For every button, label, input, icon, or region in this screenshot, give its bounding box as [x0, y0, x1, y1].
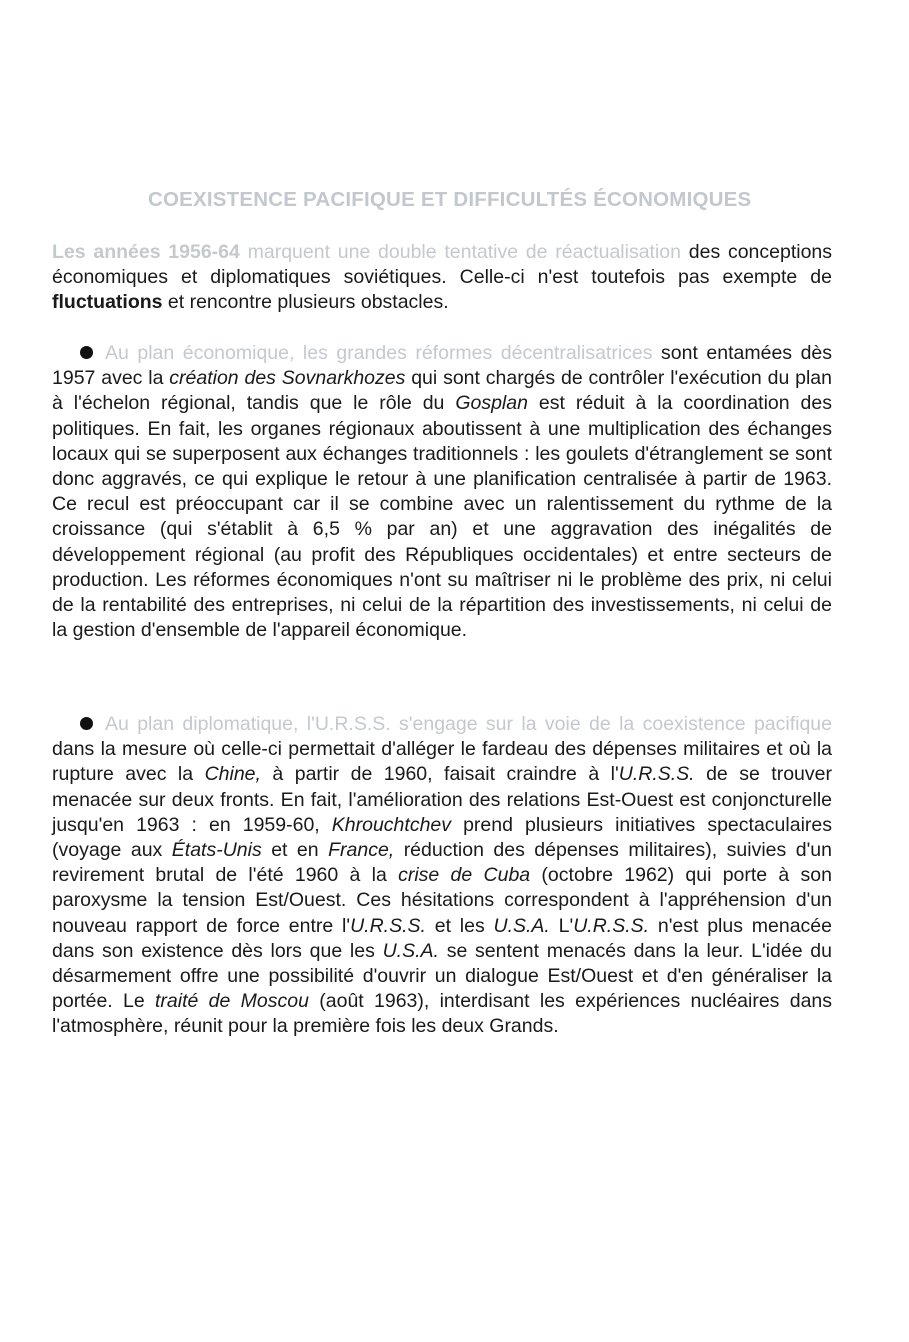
diplomatic-italic: U.S.A.	[493, 914, 550, 937]
diplomatic-text: n'est plus menacée dans son existence dès lors que les	[52, 914, 832, 962]
page-title: COEXISTENCE PACIFIQUE ET DIFFICULTÉS ÉCONOMIQUES	[148, 188, 752, 211]
diplomatic-text: de se trouver menacée sur deux fronts. En fait, l'amélioration des relations Est-Ouest est conjoncturelle jusqu'en 1963 : en 1959-60,	[52, 763, 832, 836]
intro-bold-term: fluctuations	[52, 291, 163, 314]
economic-text: sont entamées dès 1957 avec la	[52, 342, 833, 390]
diplomatic-text: et en	[261, 839, 329, 862]
intro-paragraph	[52, 240, 832, 316]
economic-text: est réduit à la coordination des politiques. En fait, les organes régionaux aboutissent à une multiplication des échanges locaux qui se superposent aux échanges traditionnels : les goulets d'étranglement se sont donc aggravés, ce qui explique le retour à une planification centralisée à partir de 1963. Ce recul est préoccupant car il se combine avec un ralentissement du rythme de la croissance (qui s'établit à 6,5 % par an) et une aggravation des inégalités de développement régional (au profit des Républiques occidentales) et entre secteurs de production. Les réformes économiques n'ont su maîtriser ni le problème des prix, ni celui de la rentabilité des entreprises, ni celui de la répartition des investissements, ni celui de la gestion d'ensemble de l'appareil économique.	[52, 392, 832, 642]
economic-paragraph	[52, 341, 832, 643]
diplomatic-text: à partir de 1960, faisait craindre à l'	[260, 763, 619, 786]
economic-italic: Gosplan	[455, 392, 528, 415]
diplomatic-text: (octobre 1962) qui porte à son paroxysme la tension Est/Ouest. Ces hésitations correspondent à l'appréhension d'un nouveau rapport de force entre l'	[52, 864, 832, 937]
diplomatic-italic: Chine,	[204, 763, 261, 786]
diplomatic-text: (août 1963), interdisant les expériences nucléaires dans l'atmosphère, réunit pour la première fois les deux Grands.	[52, 990, 833, 1038]
diplomatic-text: dans la mesure où celle-ci permettait d'alléger le fardeau des dépenses militaires et où la rupture avec la	[52, 738, 832, 786]
diplomatic-text: et les	[425, 914, 494, 937]
economic-text: qui sont chargés de contrôler l'exécution du plan à l'échelon régional, tandis que le rôle du	[52, 367, 832, 415]
diplomatic-paragraph	[52, 712, 832, 1040]
diplomatic-italic: U.R.S.S.	[573, 914, 650, 937]
diplomatic-italic: U.R.S.S.	[618, 763, 695, 786]
diplomatic-text: se sentent menacés dans la leur. L'idée du désarmement offre une possibilité d'ouvrir un dialogue Est/Ouest et d'en généraliser la portée. Le	[52, 939, 832, 1013]
diplomatic-italic: Khrouchtchev	[331, 813, 452, 836]
diplomatic-italic: France,	[328, 839, 395, 862]
intro-lead-rest: marquent une double tentative de réactualisation	[239, 241, 681, 263]
bullet-icon	[80, 717, 93, 730]
economic-italic: création des Sovnarkhozes	[169, 367, 406, 390]
intro-lead-date: Les années 1956-64	[52, 241, 240, 263]
diplomatic-lead: Au plan diplomatique, l'U.R.S.S. s'engage sur la voie de la coexistence pacifique	[105, 713, 832, 735]
diplomatic-italic: U.R.S.S.	[350, 914, 426, 937]
diplomatic-italic: crise de Cuba	[398, 864, 531, 887]
diplomatic-text: réduction des dépenses militaires), suivies d'un revirement brutal de l'été 1960 à la	[52, 839, 832, 887]
diplomatic-italic: États-Unis	[171, 839, 262, 862]
economic-lead: Au plan économique, les grandes réformes décentralisatrices	[105, 342, 653, 364]
diplomatic-text: prend plusieurs initiatives spectaculaires (voyage aux	[52, 813, 832, 862]
intro-text-end: et rencontre plusieurs obstacles.	[162, 291, 449, 314]
diplomatic-italic: U.S.A.	[382, 939, 439, 962]
bullet-icon	[80, 346, 93, 359]
diplomatic-text: L'	[549, 914, 574, 937]
diplomatic-italic: traité de Moscou	[155, 990, 309, 1013]
intro-text: des conceptions économiques et diplomatiques soviétiques. Celle-ci n'est toutefois pas exempte de	[52, 241, 833, 289]
